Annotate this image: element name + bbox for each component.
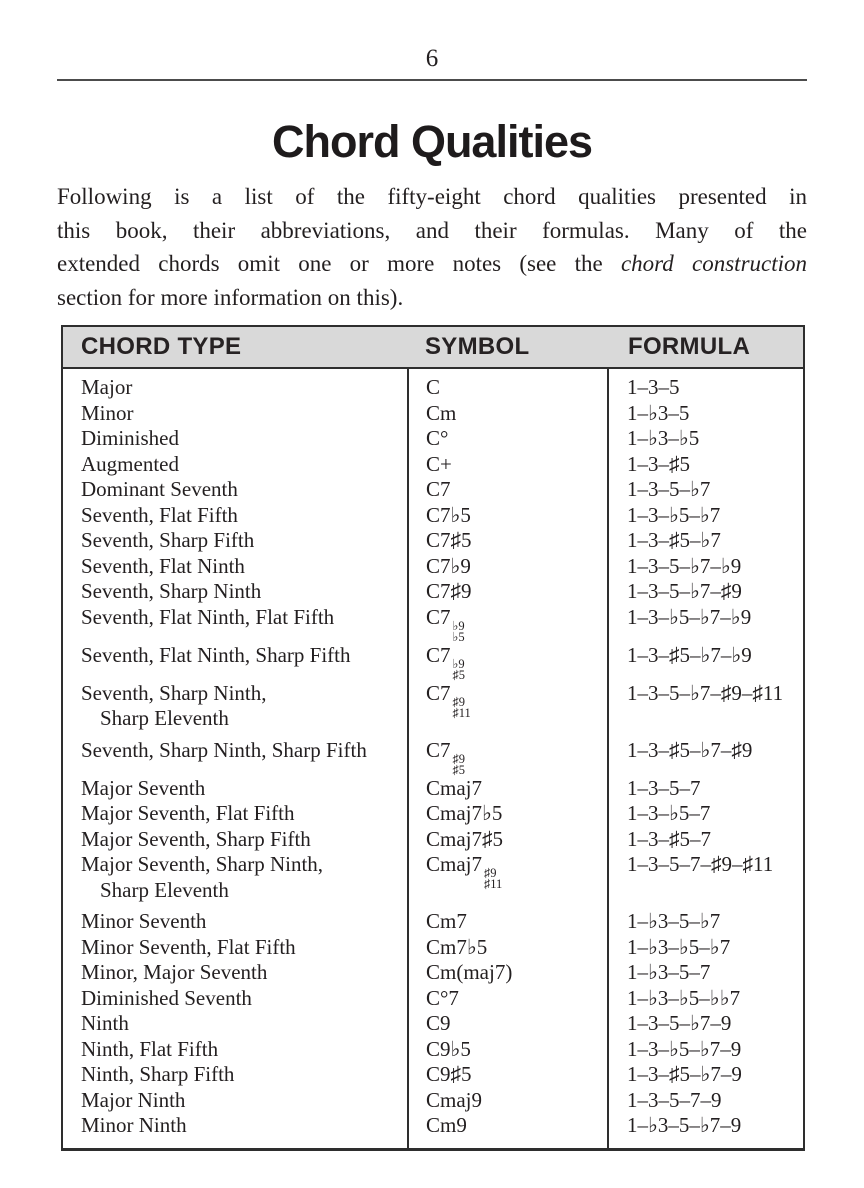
stacked-alteration-bottom: ♯5 xyxy=(452,762,466,777)
symbol-cell xyxy=(409,1037,609,1063)
symbol-cell xyxy=(409,1088,609,1114)
symbol-cell xyxy=(409,477,609,503)
formula-text: 1–♭3–5–7 xyxy=(627,960,711,984)
formula-cell xyxy=(609,375,803,401)
symbol-text: C°7 xyxy=(426,985,459,1010)
header-rule xyxy=(57,79,807,81)
symbol-cell xyxy=(409,1113,609,1139)
chord-type-text: Augmented xyxy=(81,451,179,476)
symbol-cell xyxy=(409,776,609,802)
formula-text: 1–3–5–7–9 xyxy=(627,1087,722,1112)
chord-type-text: Diminished Seventh xyxy=(81,985,252,1010)
table-row xyxy=(63,1037,803,1063)
stacked-alteration-top: ♯9 xyxy=(452,694,466,709)
chord-type-text: Diminished xyxy=(81,426,179,450)
symbol-text: C7 xyxy=(426,477,451,501)
chord-type-cell xyxy=(63,503,409,529)
symbol-text: Cmaj7 xyxy=(426,852,482,876)
formula-text: 1–♭3–♭5–♭7 xyxy=(627,934,731,959)
header-chord-type: CHORD TYPE xyxy=(81,333,242,360)
stacked-alteration-top: ♭9 xyxy=(452,656,465,671)
symbol-text: C7 xyxy=(426,604,451,629)
chord-type-text: Minor Seventh, Flat Fifth xyxy=(81,934,296,959)
formula-cell xyxy=(609,1062,803,1088)
table-row xyxy=(63,528,803,554)
symbol-text: Cm(maj7) xyxy=(426,960,513,984)
chord-type-cell xyxy=(63,477,409,503)
table-row xyxy=(63,1011,803,1037)
header-formula: FORMULA xyxy=(628,333,751,360)
symbol-cell xyxy=(409,986,609,1012)
symbol-text: Cmaj9 xyxy=(426,1087,482,1112)
column-divider-1 xyxy=(407,369,409,1148)
symbol-cell xyxy=(409,909,609,935)
formula-text: 1–3–♭5–♭7–9 xyxy=(627,1036,742,1061)
chord-type-text: Seventh, Flat Ninth xyxy=(81,553,245,578)
symbol-text: C7 xyxy=(426,737,451,762)
chord-type-text: Major xyxy=(81,375,133,399)
chord-type-text: Ninth, Sharp Fifth xyxy=(81,1062,235,1086)
intro-line-3-text: extended chords omit one or more notes (see the xyxy=(57,251,621,276)
chord-type-cell xyxy=(63,401,409,427)
formula-cell xyxy=(609,579,803,605)
chord-type-text: Major Seventh, Sharp Ninth, xyxy=(81,852,324,876)
chord-type-text: Major Seventh xyxy=(81,775,206,800)
symbol-cell xyxy=(409,401,609,427)
symbol-text: C7♭9 xyxy=(426,553,471,578)
chord-type-cell xyxy=(63,852,409,903)
chord-type-text: Seventh, Sharp Ninth, xyxy=(81,680,267,705)
table-row xyxy=(63,401,803,427)
chord-type-cell xyxy=(63,1088,409,1114)
formula-text: 1–3–5–♭7 xyxy=(627,477,711,501)
formula-cell xyxy=(609,1011,803,1037)
formula-text: 1–♭3–♭5 xyxy=(627,426,700,450)
formula-text: 1–3–♯5–7 xyxy=(627,826,711,851)
stacked-alteration-bottom: ♯5 xyxy=(452,667,466,682)
table-row xyxy=(63,827,803,853)
intro-line-2: this book, their abbreviations, and their formulas. Many of the xyxy=(57,217,807,243)
table-row xyxy=(63,776,803,802)
formula-cell xyxy=(609,503,803,529)
chord-type-cell xyxy=(63,643,409,669)
chord-type-cell xyxy=(63,554,409,580)
chord-qualities-table xyxy=(61,325,805,1151)
formula-cell xyxy=(609,477,803,503)
table-row xyxy=(63,477,803,503)
symbol-text: C xyxy=(426,375,441,399)
symbol-text: Cm xyxy=(426,400,457,425)
symbol-cell xyxy=(409,503,609,529)
formula-text: 1–3–♯5–♭7–♭9 xyxy=(627,642,752,667)
symbol-text: Cm9 xyxy=(426,1113,467,1137)
formula-cell xyxy=(609,909,803,935)
table-row xyxy=(63,554,803,580)
symbol-cell xyxy=(409,426,609,452)
formula-cell xyxy=(609,401,803,427)
formula-cell xyxy=(609,528,803,554)
chord-type-text: Major Seventh, Sharp Fifth xyxy=(81,826,311,851)
table-row xyxy=(63,801,803,827)
chord-type-cell xyxy=(63,605,409,631)
symbol-text: Cmaj7♯5 xyxy=(426,826,503,851)
chord-type-text: Ninth xyxy=(81,1011,129,1035)
formula-text: 1–3–♯5–♭7 xyxy=(627,528,721,552)
formula-text: 1–3–5–♭7–♭9 xyxy=(627,553,742,578)
chord-type-cell xyxy=(63,738,409,764)
chord-type-cell xyxy=(63,528,409,554)
symbol-cell xyxy=(409,1062,609,1088)
symbol-cell xyxy=(409,579,609,605)
symbol-cell xyxy=(409,935,609,961)
symbol-cell xyxy=(409,554,609,580)
formula-cell xyxy=(609,643,803,669)
chord-type-text: Minor xyxy=(81,400,134,425)
table-body xyxy=(63,369,803,1148)
formula-cell xyxy=(609,1113,803,1139)
formula-text: 1–3–♯5–♭7–9 xyxy=(627,1062,742,1086)
intro-line-3-italic: chord construction xyxy=(620,251,808,276)
chord-type-cell xyxy=(63,1037,409,1063)
chord-type-text: Major Seventh, Flat Fifth xyxy=(81,801,295,825)
chord-type-cell xyxy=(63,827,409,853)
chord-type-text: Seventh, Sharp Ninth, Sharp Fifth xyxy=(81,737,367,762)
symbol-text: C7♯5 xyxy=(426,528,472,552)
symbol-text: Cmaj7 xyxy=(426,775,482,800)
symbol-text: C9♯5 xyxy=(426,1062,472,1086)
table-row xyxy=(63,375,803,401)
table-row xyxy=(63,852,803,903)
book-page xyxy=(57,0,807,1151)
chord-type-text: Seventh, Sharp Fifth xyxy=(81,528,255,552)
chord-type-text: Minor Ninth xyxy=(81,1113,187,1137)
stacked-alteration-bottom: ♭5 xyxy=(452,629,465,644)
formula-cell xyxy=(609,554,803,580)
chord-type-cell xyxy=(63,452,409,478)
intro-line-4: section for more information on this). xyxy=(57,284,404,310)
symbol-cell xyxy=(409,1011,609,1037)
chord-type-text-line2: Sharp Eleventh xyxy=(100,706,229,730)
formula-text: 1–♭3–5 xyxy=(627,400,690,425)
chord-type-cell xyxy=(63,1113,409,1139)
formula-text: 1–3–♭5–♭7–♭9 xyxy=(627,604,752,629)
header-symbol: SYMBOL xyxy=(425,333,530,360)
formula-text: 1–3–♭5–♭7 xyxy=(627,502,721,527)
intro-line-1: Following is a list of the fifty-eight chord qualities presented in xyxy=(57,184,807,209)
chord-type-cell xyxy=(63,986,409,1012)
table-header-row xyxy=(63,327,803,369)
table-row xyxy=(63,426,803,452)
intro-paragraph xyxy=(57,180,807,314)
chord-type-text: Seventh, Flat Ninth, Sharp Fifth xyxy=(81,642,351,667)
chord-type-text: Minor, Major Seventh xyxy=(81,960,268,984)
formula-cell xyxy=(609,960,803,986)
formula-cell xyxy=(609,827,803,853)
chord-type-text: Seventh, Flat Ninth, Flat Fifth xyxy=(81,604,335,629)
stacked-alterations xyxy=(452,751,466,777)
chord-type-text: Seventh, Sharp Ninth xyxy=(81,579,262,603)
symbol-cell xyxy=(409,643,609,681)
table-row xyxy=(63,605,803,643)
formula-cell xyxy=(609,605,803,631)
formula-text: 1–♭3–5–♭7 xyxy=(627,909,721,933)
symbol-cell xyxy=(409,852,609,890)
formula-cell xyxy=(609,681,803,707)
chord-type-cell xyxy=(63,1011,409,1037)
chord-type-cell xyxy=(63,935,409,961)
chord-type-text: Major Ninth xyxy=(81,1087,186,1112)
formula-text: 1–3–5 xyxy=(627,375,680,399)
formula-text: 1–3–5–7–♯9–♯11 xyxy=(627,852,774,876)
table-row xyxy=(63,452,803,478)
symbol-text: Cmaj7♭5 xyxy=(426,801,503,825)
symbol-text: C9♭5 xyxy=(426,1036,471,1061)
formula-cell xyxy=(609,426,803,452)
formula-text: 1–3–5–♭7–9 xyxy=(627,1011,732,1035)
symbol-text: C7♭5 xyxy=(426,502,471,527)
intro-line-3 xyxy=(57,247,807,281)
table-row xyxy=(63,1088,803,1114)
formula-text: 1–3–♯5 xyxy=(627,451,690,476)
table-row xyxy=(63,503,803,529)
symbol-cell xyxy=(409,801,609,827)
chord-type-cell xyxy=(63,1062,409,1088)
table-row xyxy=(63,1113,803,1139)
formula-cell xyxy=(609,935,803,961)
table-row xyxy=(63,986,803,1012)
symbol-cell xyxy=(409,827,609,853)
table-row xyxy=(63,1062,803,1088)
stacked-alterations xyxy=(484,868,502,890)
chord-type-text: Ninth, Flat Fifth xyxy=(81,1036,219,1061)
stacked-alterations xyxy=(452,656,466,682)
stacked-alteration-top: ♯9 xyxy=(484,866,497,880)
formula-text: 1–♭3–♭5–♭♭7 xyxy=(627,985,741,1010)
chord-type-cell xyxy=(63,909,409,935)
symbol-cell xyxy=(409,738,609,776)
chord-type-cell xyxy=(63,375,409,401)
formula-cell xyxy=(609,986,803,1012)
symbol-text: Cm7 xyxy=(426,909,467,933)
chord-type-text: Seventh, Flat Fifth xyxy=(81,502,238,527)
table-row xyxy=(63,935,803,961)
symbol-text: C7♯9 xyxy=(426,579,472,603)
stacked-alteration-top: ♯9 xyxy=(452,751,466,766)
page-title: Chord Qualities xyxy=(271,116,593,167)
table-row xyxy=(63,643,803,681)
chord-type-cell xyxy=(63,776,409,802)
chord-type-cell xyxy=(63,801,409,827)
formula-text: 1–3–5–7 xyxy=(627,775,701,800)
formula-cell xyxy=(609,801,803,827)
stacked-alteration-top: ♭9 xyxy=(452,618,465,633)
chord-type-cell xyxy=(63,579,409,605)
symbol-text: C9 xyxy=(426,1011,451,1035)
chord-type-cell xyxy=(63,426,409,452)
symbol-cell xyxy=(409,605,609,643)
chord-type-cell xyxy=(63,960,409,986)
table-row xyxy=(63,960,803,986)
formula-text: 1–3–♭5–7 xyxy=(627,801,711,825)
formula-text: 1–3–♯5–♭7–♯9 xyxy=(627,737,753,762)
stacked-alterations xyxy=(452,618,465,644)
chord-type-text-line2: Sharp Eleventh xyxy=(100,877,229,902)
stacked-alteration-bottom: ♯11 xyxy=(484,877,503,891)
formula-cell xyxy=(609,452,803,478)
symbol-text: C7 xyxy=(426,680,451,705)
stacked-alteration-bottom: ♯11 xyxy=(452,705,471,720)
chord-type-text: Dominant Seventh xyxy=(81,477,238,501)
symbol-text: C+ xyxy=(426,451,452,476)
symbol-cell xyxy=(409,681,609,719)
chord-type-cell xyxy=(63,681,409,732)
table-row xyxy=(63,579,803,605)
formula-cell xyxy=(609,852,803,878)
formula-text: 1–3–5–♭7–♯9–♯11 xyxy=(627,680,784,705)
formula-cell xyxy=(609,1037,803,1063)
symbol-cell xyxy=(409,960,609,986)
symbol-cell xyxy=(409,375,609,401)
formula-cell xyxy=(609,738,803,764)
symbol-cell xyxy=(409,452,609,478)
symbol-cell xyxy=(409,528,609,554)
stacked-alterations xyxy=(452,694,471,720)
formula-cell xyxy=(609,776,803,802)
page-number: 6 xyxy=(425,45,439,72)
symbol-text: Cm7♭5 xyxy=(426,934,488,959)
chord-type-text: Minor Seventh xyxy=(81,909,207,933)
symbol-text: C7 xyxy=(426,642,451,667)
table-row xyxy=(63,738,803,776)
table-row xyxy=(63,681,803,732)
formula-cell xyxy=(609,1088,803,1114)
symbol-text: C° xyxy=(426,426,449,450)
column-divider-2 xyxy=(607,369,609,1148)
formula-text: 1–3–5–♭7–♯9 xyxy=(627,579,742,603)
formula-text: 1–♭3–5–♭7–9 xyxy=(627,1113,742,1137)
table-row xyxy=(63,909,803,935)
